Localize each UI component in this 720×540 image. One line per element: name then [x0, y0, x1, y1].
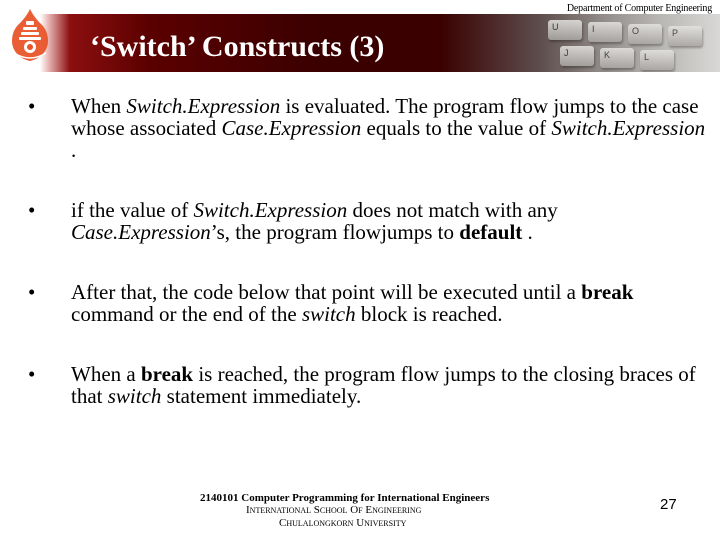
bullet-item: [28, 363, 708, 407]
bullet-text-run: switch: [301, 302, 356, 326]
bullet-text-run: Case.Expression: [71, 220, 211, 244]
bullet-text-run: switch: [107, 384, 162, 408]
bullet-text-run: .: [522, 220, 533, 244]
key-k: K: [600, 48, 634, 68]
keyboard-image: [520, 14, 720, 72]
bullet-text-run: .: [71, 138, 77, 162]
bullet-text: [71, 362, 696, 408]
key-o: O: [628, 24, 662, 44]
bullet-text-run: does not match with any: [347, 198, 558, 222]
bullet-text-run: break: [140, 362, 194, 386]
key-p: P: [668, 26, 702, 46]
bullet-text-run: is evaluated. The program flow jumps to the case whose associated: [71, 94, 699, 140]
bullet-item: [28, 95, 708, 161]
footer-course: 2140101 Computer Programming for International Engineers: [200, 492, 490, 504]
bullet-item: [28, 281, 708, 325]
slide-title: ‘Switch’ Constructs (3): [90, 30, 385, 63]
bullet-text-run: command or the end of the: [71, 302, 302, 326]
bullet-dot-icon: •: [28, 198, 36, 222]
bullet-text-run: equals to the value of: [361, 116, 552, 140]
bullet-text-run: Switch.Expression: [193, 198, 348, 222]
key-u: U: [548, 20, 582, 40]
bullet-item: [28, 199, 708, 243]
bullet-text: [71, 280, 633, 326]
footer-university: CHULALONGKORN UNIVERSITY: [279, 517, 407, 529]
bullet-dot-icon: •: [28, 94, 36, 118]
bullet-text-run: Case.Expression: [221, 116, 362, 140]
bullet-text-run: When: [71, 94, 127, 118]
bullet-text-run: if the value of: [71, 198, 194, 222]
bullet-dot-icon: •: [28, 280, 36, 304]
key-j: J: [560, 46, 594, 66]
bullet-text: [71, 94, 705, 162]
bullet-text-run: When a: [71, 362, 141, 386]
bullet-text-run: After that, the code below that point will be executed until a: [71, 280, 582, 304]
bullet-dot-icon: •: [28, 362, 36, 386]
bullet-text-run: Switch.Expression: [126, 94, 281, 118]
key-i: I: [588, 22, 622, 42]
bullet-text-run: ’s, the program flowjumps to: [210, 220, 460, 244]
key-l: L: [640, 50, 674, 70]
footer-school: INTERNATIONAL SCHOOL OF ENGINEERING: [246, 504, 422, 516]
bullet-text-run: default: [459, 220, 523, 244]
bullet-text-run: statement immediately.: [161, 384, 362, 408]
bullet-text: [71, 198, 558, 244]
university-seal-icon: [6, 3, 54, 67]
bullet-list: [28, 95, 708, 445]
department-label: Department of Computer Engineering: [566, 3, 712, 14]
bullet-text-run: Switch.Expression: [551, 116, 706, 140]
bullet-text-run: block is reached.: [355, 302, 503, 326]
bullet-text-run: break: [581, 280, 634, 304]
footer: [200, 492, 520, 530]
page-number: 27: [660, 496, 677, 513]
bullet-text-run: is reached, the program flow jumps to the closing braces of that: [71, 362, 696, 408]
